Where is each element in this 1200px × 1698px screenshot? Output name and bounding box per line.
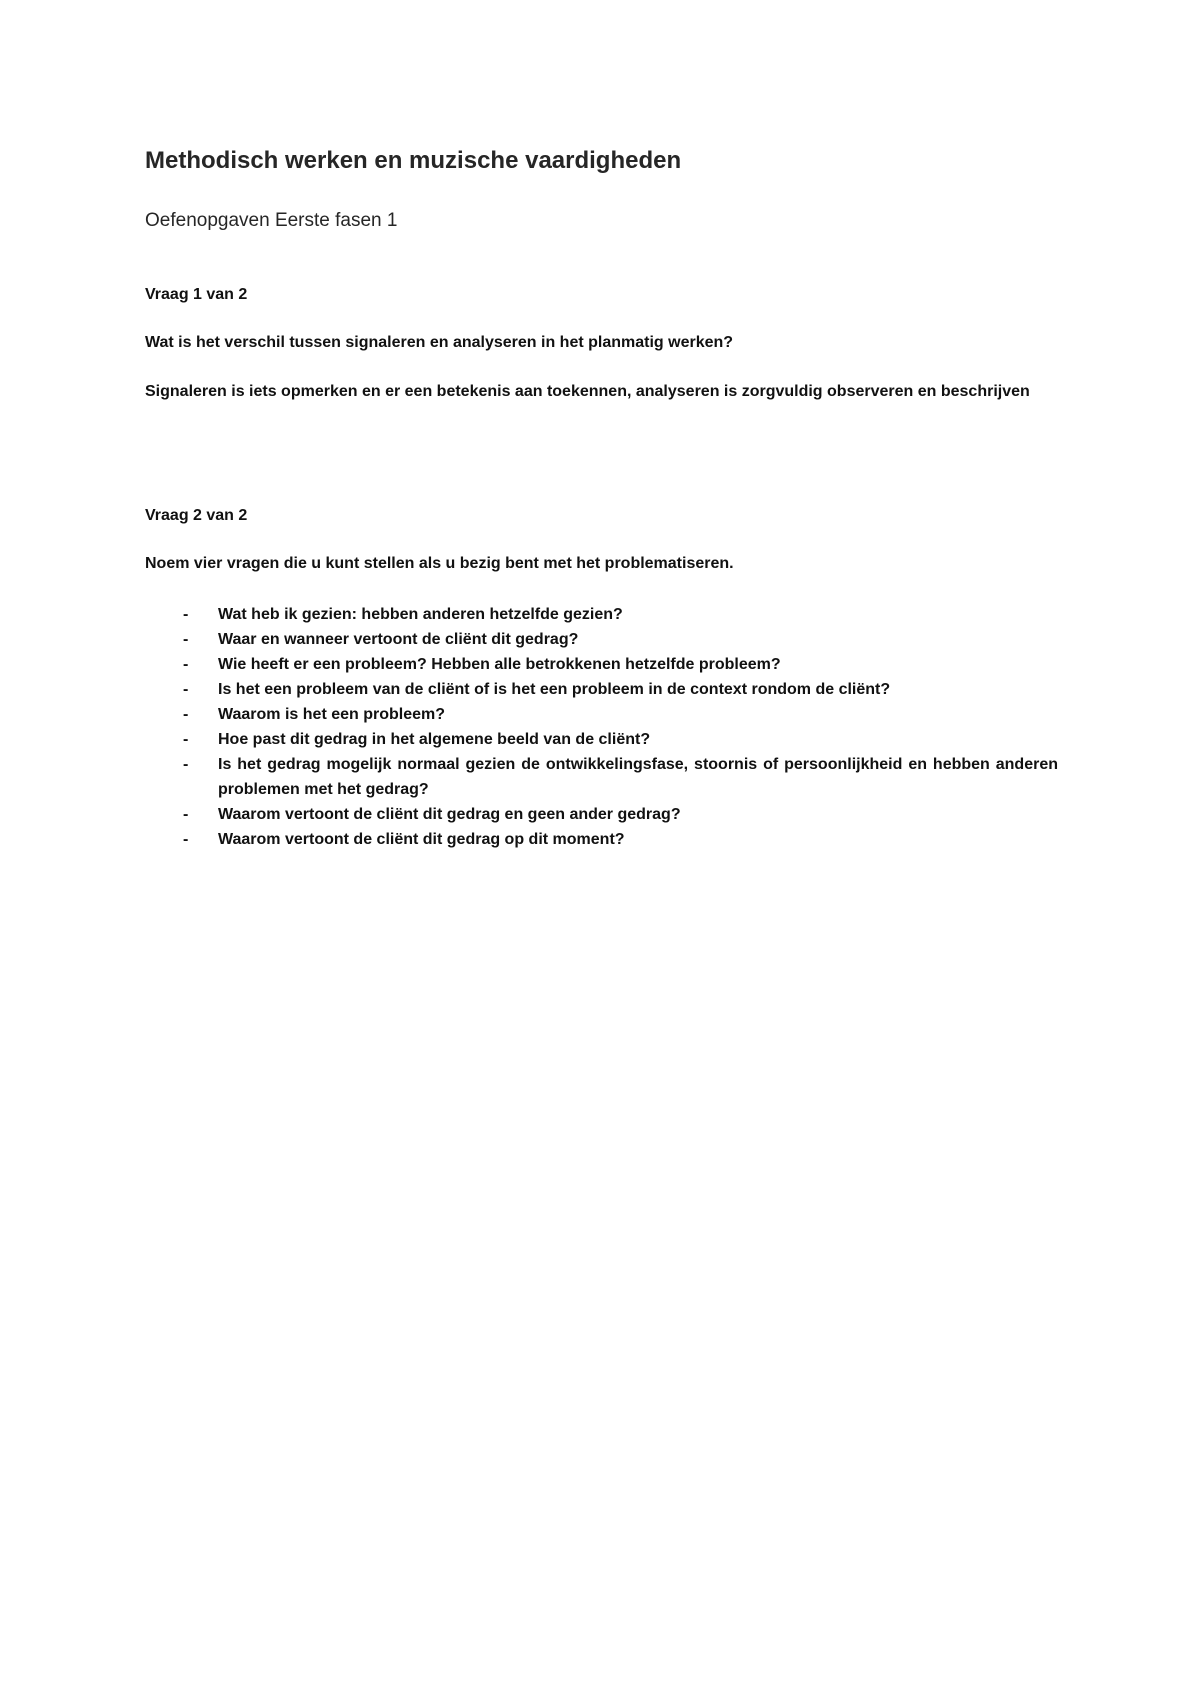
list-item-text: Waarom vertoont de cliënt dit gedrag en geen ander gedrag?	[218, 806, 681, 823]
list-item	[145, 677, 1058, 702]
document-title: Methodisch werken en muzische vaardigheden	[145, 147, 682, 174]
list-item	[145, 602, 1058, 627]
question-2-heading: Vraag 2 van 2	[145, 507, 248, 524]
bullet-dash: -	[183, 681, 189, 698]
question-1-heading: Vraag 1 van 2	[145, 286, 248, 303]
bullet-dash: -	[183, 631, 189, 648]
list-item-text: Hoe past dit gedrag in het algemene beeld van de cliënt?	[218, 731, 651, 748]
document-subtitle: Oefenopgaven Eerste fasen 1	[145, 210, 398, 231]
bullet-dash: -	[183, 831, 189, 848]
list-item-text: Waarom vertoont de cliënt dit gedrag op dit moment?	[218, 831, 625, 848]
question-1-answer: Signaleren is iets opmerken en er een betekenis aan toekennen, analyseren is zorgvuldig observeren en beschrijven	[145, 383, 1030, 400]
question-2-text: Noem vier vragen die u kunt stellen als u bezig bent met het problematiseren.	[145, 555, 734, 572]
question-2-answer-list	[145, 602, 1058, 852]
list-item-text: Waar en wanneer vertoont de cliënt dit gedrag?	[218, 631, 579, 648]
bullet-dash: -	[183, 731, 189, 748]
list-item	[145, 802, 1058, 827]
list-item-text: Waarom is het een probleem?	[218, 706, 446, 723]
bullet-dash: -	[183, 656, 189, 673]
list-item	[145, 627, 1058, 652]
bullet-dash: -	[183, 806, 189, 823]
list-item-text: Wat heb ik gezien: hebben anderen hetzelfde gezien?	[218, 606, 623, 623]
list-item	[145, 752, 1058, 802]
list-item	[145, 652, 1058, 677]
list-item-text: Is het gedrag mogelijk normaal gezien de ontwikkelingsfase, stoornis of persoonlijkheid en hebben anderen problemen met het gedrag?	[218, 756, 1058, 798]
list-item	[145, 702, 1058, 727]
list-item	[145, 727, 1058, 752]
bullet-dash: -	[183, 706, 189, 723]
list-item-text: Is het een probleem van de cliënt of is het een probleem in de context rondom de cliënt?	[218, 681, 891, 698]
list-item-text: Wie heeft er een probleem? Hebben alle betrokkenen hetzelfde probleem?	[218, 656, 781, 673]
bullet-dash: -	[183, 606, 189, 623]
question-1-text: Wat is het verschil tussen signaleren en analyseren in het planmatig werken?	[145, 334, 734, 351]
list-item	[145, 827, 1058, 852]
bullet-dash: -	[183, 756, 189, 773]
